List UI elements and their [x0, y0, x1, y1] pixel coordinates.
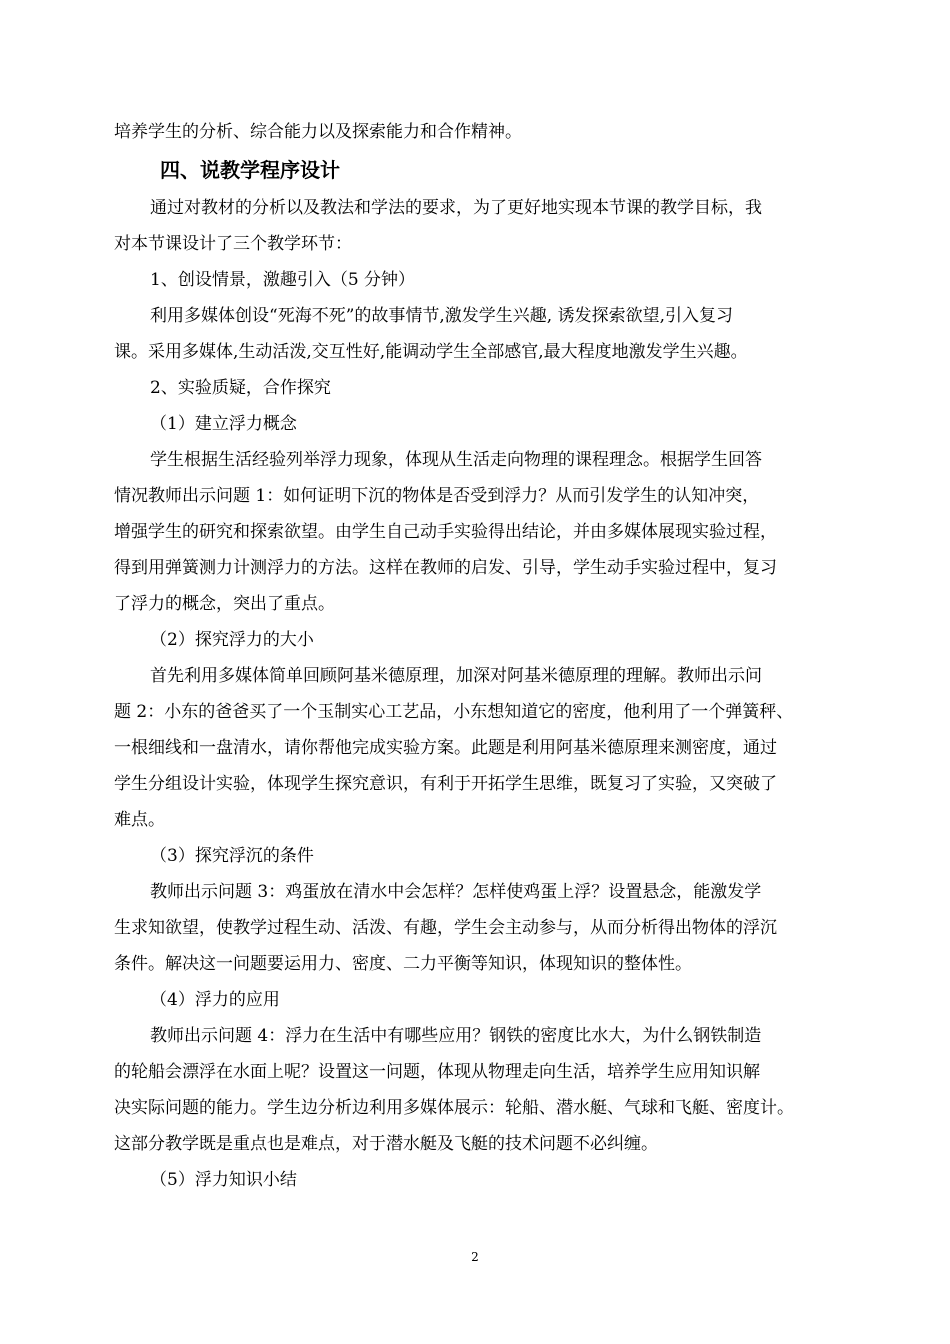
text-line: 了浮力的概念，突出了重点。 [114, 594, 335, 614]
text-line: 课。采用多媒体,生动活泼,交互性好,能调动学生全部感官,最大程度地激发学生兴趣。 [114, 342, 748, 362]
subheading: 2、实验质疑，合作探究 [150, 378, 331, 398]
subheading: （4）浮力的应用 [150, 990, 280, 1010]
subheading: （2）探究浮力的大小 [150, 630, 314, 650]
text-line: 难点。 [114, 810, 165, 830]
subheading: 1、创设情景，激趣引入（5 分钟） [150, 270, 416, 290]
text-line: 通过对教材的分析以及教法和学法的要求，为了更好地实现本节课的教学目标，我 [150, 198, 762, 218]
text-line: 一根细线和一盘清水，请你帮他完成实验方案。此题是利用阿基米德原理来测密度，通过 [114, 738, 777, 758]
text-line: 教师出示问题 4：浮力在生活中有哪些应用？钢铁的密度比水大，为什么钢铁制造 [150, 1026, 762, 1046]
text-line: 利用多媒体创设“死海不死”的故事情节,激发学生兴趣, 诱发探索欲望,引入复习 [150, 306, 733, 326]
text-line: 这部分教学既是重点也是难点，对于潜水艇及飞艇的技术问题不必纠缠。 [114, 1134, 658, 1154]
text-line: 学生根据生活经验列举浮力现象，体现从生活走向物理的课程理念。根据学生回答 [150, 450, 762, 470]
text-line: 情况教师出示问题 1：如何证明下沉的物体是否受到浮力？从而引发学生的认知冲突， [114, 486, 760, 506]
text-line: 得到用弹簧测力计测浮力的方法。这样在教师的启发、引导，学生动手实验过程中，复习 [114, 558, 777, 578]
paragraph-continuation: 培养学生的分析、综合能力以及探索能力和合作精神。 [114, 122, 522, 142]
text-line: 题 2：小东的爸爸买了一个玉制实心工艺品，小东想知道它的密度，他利用了一个弹簧秤、 [114, 702, 794, 722]
text-line: 首先利用多媒体简单回顾阿基米德原理，加深对阿基米德原理的理解。教师出示问 [150, 666, 762, 686]
section-heading: 四、说教学程序设计 [160, 158, 340, 182]
text-line: 条件。解决这一问题要运用力、密度、二力平衡等知识，体现知识的整体性。 [114, 954, 692, 974]
subheading: （1）建立浮力概念 [150, 414, 297, 434]
text-line: 教师出示问题 3：鸡蛋放在清水中会怎样？怎样使鸡蛋上浮？设置悬念，能激发学 [150, 882, 762, 902]
text-line: 增强学生的研究和探索欲望。由学生自己动手实验得出结论，并由多媒体展现实验过程， [114, 522, 777, 542]
subheading: （5）浮力知识小结 [150, 1170, 297, 1190]
text-line: 生求知欲望，使教学过程生动、活泼、有趣，学生会主动参与，从而分析得出物体的浮沉 [114, 918, 777, 938]
text-line: 的轮船会漂浮在水面上呢？设置这一问题，体现从物理走向生活，培养学生应用知识解 [114, 1062, 760, 1082]
page-number: 2 [471, 1250, 479, 1264]
text-line: 学生分组设计实验，体现学生探究意识，有利于开拓学生思维，既复习了实验，又突破了 [114, 774, 777, 794]
text-line: 决实际问题的能力。学生边分析边利用多媒体展示：轮船、潜水艇、气球和飞艇、密度计。 [114, 1098, 794, 1118]
text-line: 对本节课设计了三个教学环节： [114, 234, 352, 254]
subheading: （3）探究浮沉的条件 [150, 846, 314, 866]
